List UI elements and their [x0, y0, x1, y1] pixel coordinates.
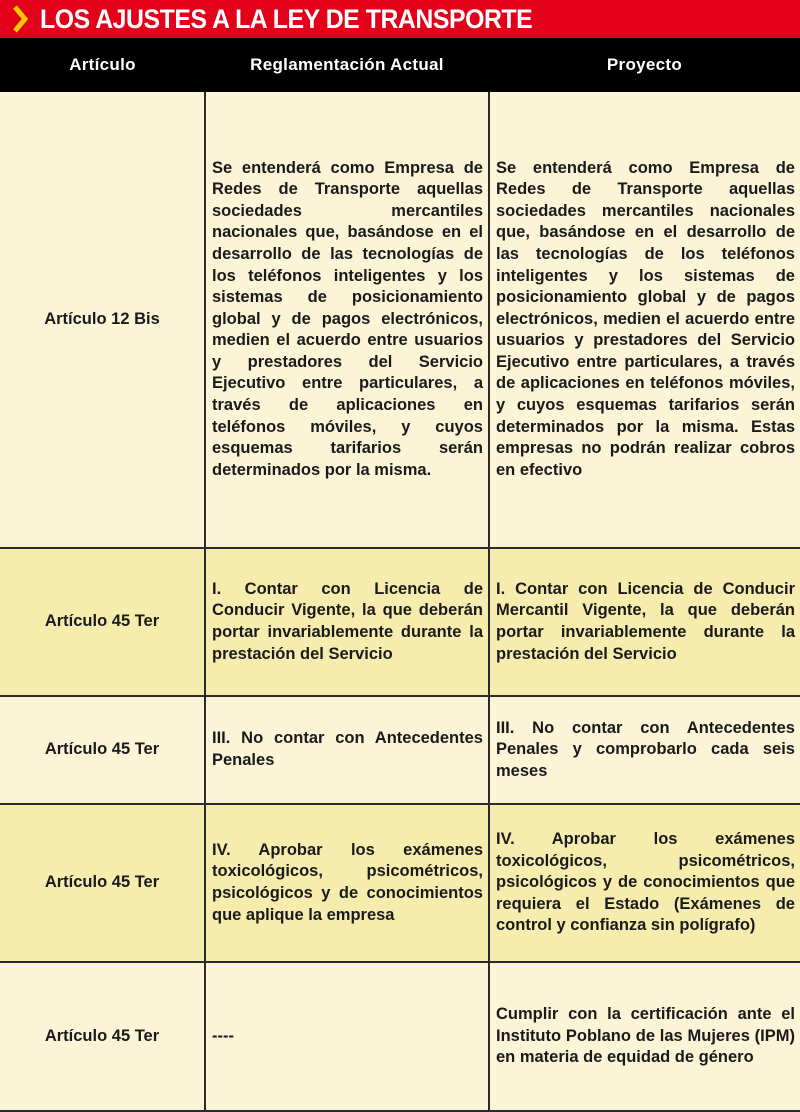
- project-cell: IV. Aprobar los exámenes toxicológicos, psicométricos, psicológicos y de conocimientos que requiera el Estado (Exámenes de control y confianza sin polígrafo): [489, 804, 800, 962]
- comparison-table: [0, 92, 800, 1112]
- table-header: [0, 38, 800, 92]
- project-cell: III. No contar con Antecedentes Penales y comprobarlo cada seis meses: [489, 696, 800, 804]
- article-cell: Artículo 45 Ter: [0, 962, 205, 1111]
- article-cell: Artículo 12 Bis: [0, 92, 205, 548]
- chevron-right-icon: [0, 0, 40, 38]
- article-cell: Artículo 45 Ter: [0, 696, 205, 804]
- project-cell: I. Contar con Licencia de Conducir Mercantil Vigente, la que deberán portar invariablemente durante la prestación del Servicio: [489, 548, 800, 696]
- article-cell: Artículo 45 Ter: [0, 548, 205, 696]
- column-header-article: Artículo: [69, 55, 136, 74]
- table-row: [0, 548, 800, 696]
- column-header-project: Proyecto: [606, 55, 683, 74]
- title-banner: [0, 0, 800, 38]
- page-title: LOS AJUSTES A LA LEY DE TRANSPORTE: [40, 3, 533, 34]
- table-row: [0, 962, 800, 1111]
- current-regulation-cell: I. Contar con Licencia de Conducir Vigente, la que deberán portar invariablemente durante la prestación del Servicio: [205, 548, 489, 696]
- current-regulation-cell: ----: [205, 962, 489, 1111]
- table-row: [0, 92, 800, 548]
- current-regulation-cell: Se entenderá como Empresa de Redes de Transporte aquellas sociedades mercantiles nacionales que, basándose en el desarrollo de las tecnologías de los teléfonos inteligentes y los sistemas de posicionamiento global y de pagos electrónicos, medien el acuerdo entre usuarios y prestadores del Servicio Ejecutivo entre particulares, a través de aplicaciones en teléfonos móviles, y cuyos esquemas tarifarios serán determinados por la misma.: [205, 92, 489, 548]
- project-cell: Se entenderá como Empresa de Redes de Transporte aquellas sociedades mercantiles nacionales que, basándose en el desarrollo de las tecnologías de los teléfonos inteligentes y los sistemas de posicionamiento global y de pagos electrónicos, medien el acuerdo entre usuarios y prestadores del Servicio Ejecutivo entre particulares, a través de aplicaciones en teléfonos móviles, y cuyos esquemas tarifarios serán determinados por la misma. Estas empresas no podrán realizar cobros en efectivo: [489, 92, 800, 548]
- current-regulation-cell: III. No contar con Antecedentes Penales: [205, 696, 489, 804]
- column-header-current: Reglamentación Actual: [250, 55, 444, 74]
- table-row: [0, 696, 800, 804]
- current-regulation-cell: IV. Aprobar los exámenes toxicológicos, psicométricos, psicológicos y de conocimientos que aplique la empresa: [205, 804, 489, 962]
- project-cell: Cumplir con la certificación ante el Instituto Poblano de las Mujeres (IPM) en materia de equidad de género: [489, 962, 800, 1111]
- table-row: [0, 804, 800, 962]
- article-cell: Artículo 45 Ter: [0, 804, 205, 962]
